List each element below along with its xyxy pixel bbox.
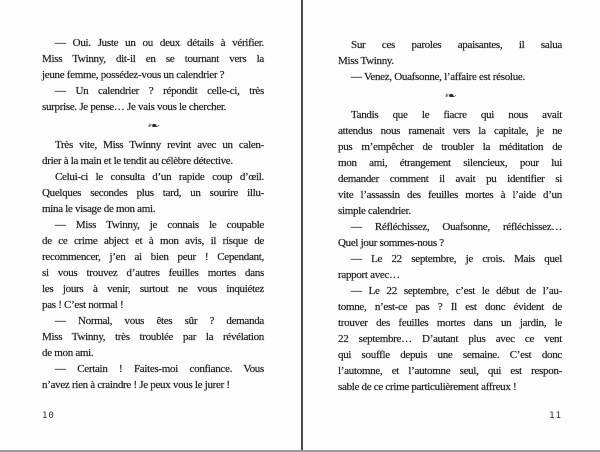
page-left [42,0,264,452]
text-line: — Oui. Juste un ou deux détails à vérifier. [55,37,264,49]
paragraph [338,107,562,219]
text-line: — Réfléchissez, Ouafsonne, réfléchissez… [351,221,562,233]
text-line: recommencer, j’en ai bien peur ! Cependant, [42,251,264,263]
text-line: Miss Twinny. [338,55,394,67]
text-line: vite l’assassin des feuilles mortes à l’aide d’un [338,189,562,201]
paragraph [338,251,562,283]
text-line: Très vite, Miss Twinny revint avec un calen- [55,139,264,151]
text-line: simple calendrier. [338,205,411,217]
text-line: Sur ces paroles apaisantes, il salua [351,39,562,51]
paragraph [42,313,264,361]
paragraph [338,283,562,395]
page-number-right: 11 [549,411,562,421]
text-line: Miss Twinny, très troublée par la révélation [42,331,264,343]
text-line: surprise. Je pense… Je vais vous le chercher. [42,101,227,113]
paragraph [338,219,562,251]
section-break [42,118,264,134]
text-line: pas ! C’est normal ! [42,299,124,311]
text-line: pus m’empêcher de troubler la méditation de [338,141,562,153]
text-line: rapport avec… [338,269,400,281]
text-line: — Un calendrier ? répondit celle-ci, très [55,85,264,97]
text-line: Tandis que le fiacre qui nous avait [351,109,562,121]
paragraph [42,361,264,393]
paragraph [42,137,264,169]
leaf-fleuron-icon: ❧ [146,120,160,131]
text-line: qui souffle depuis une semaine. C’est donc [338,349,562,361]
paragraph [42,217,264,313]
text-line: — Venez, Ouafsonne, l’affaire est résolue. [351,71,525,83]
text-line: tomne, n’est-ce pas ? Il est donc évident de [338,301,562,313]
text-line: trouver des feuilles mortes dans un jardin, le [338,317,562,329]
section-break [338,88,562,104]
text-line: Miss Twinny, dit-il en se tournant vers la [42,53,264,65]
page-text [42,35,264,393]
text-line: mon ami, étrangement silencieux, pour lui [338,157,562,169]
paragraph [42,169,264,217]
paragraph [338,69,562,85]
text-line: Quelques secondes plus tard, un sourire illu- [42,187,264,199]
paragraph [42,35,264,83]
text-line: l’automne, et l’automne seul, qui est respon- [338,365,562,377]
text-line: de ce crime abject et à mon avis, il risque de [42,235,264,247]
text-line: — Certain ! Faites-moi confiance. Vous [55,363,264,375]
page-text [338,37,562,395]
paragraph [42,83,264,115]
text-line: attendus nous ramenait vers la capitale, je ne [338,125,562,137]
text-line: sable de ce crime particulièrement affreux ! [338,381,517,393]
text-line: — Miss Twinny, je connais le coupable [55,219,264,231]
page-right [338,0,562,452]
text-line: demander comment il avait pu identifier si [338,173,562,185]
text-line: les jours à venir, surtout ne vous inquiétez [42,283,264,295]
text-line: 22 septembre… D’autant plus avec ce vent [338,333,562,345]
leaf-fleuron-icon: ❧ [443,90,457,101]
text-line: — Le 22 septembre, je crois. Mais quel [351,253,562,265]
text-line: jeune femme, possédez-vous un calendrier ? [42,69,225,81]
paragraph [338,37,562,69]
text-line: drier à la main et le tendit au célèbre détective. [42,155,233,167]
page-number-left: 10 [42,411,55,421]
text-line: n’avez rien à craindre ! Je peux vous le jurer ! [42,379,230,391]
text-line: de mon ami. [42,347,94,359]
text-line: Celui-ci le consulta d’un rapide coup d’œil. [55,171,264,183]
page-gutter-divider [301,0,303,452]
text-line: — Le 22 septembre, c’est le début de l’au- [351,285,562,297]
text-line: si vous trouvez d’autres feuilles mortes dans [42,267,264,279]
text-line: — Normal, vous êtes sûr ? demanda [55,315,264,327]
text-line: mina le visage de mon ami. [42,203,156,215]
text-line: Quel jour sommes-nous ? [338,237,444,249]
